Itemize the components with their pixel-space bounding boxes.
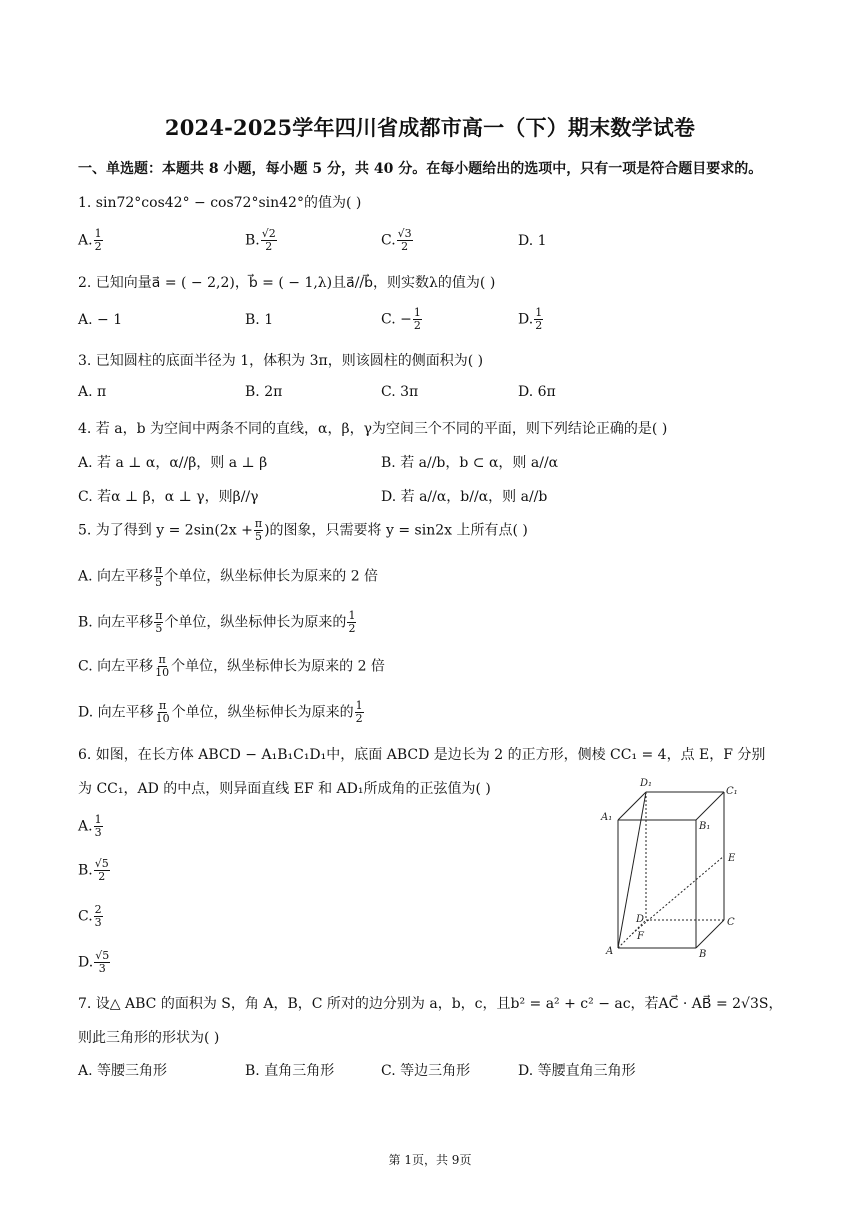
q7-option-d: D. 等腰直角三角形 bbox=[518, 1063, 636, 1079]
q4-option-c: C. 若α ⊥ β，α ⊥ γ，则β//γ bbox=[78, 489, 259, 505]
q6-option-b: B. $\frac{√5}{2}$ bbox=[78, 857, 109, 883]
label-d: D bbox=[636, 914, 645, 925]
page-title: 2024-2025学年四川省成都市高一（下）期末数学试卷 bbox=[164, 115, 696, 140]
label-c: C bbox=[727, 917, 735, 928]
label-a1: A₁ bbox=[601, 812, 613, 823]
q2-option-c: C. − $\frac{1}{2}$ bbox=[381, 306, 421, 332]
q4-option-d: D. 若 a//α，b//α，则 a//b bbox=[381, 489, 548, 505]
question-5-stem: 5. 为了得到 y = 2sin(2x + $\frac{\pi}{5}$ )的图象，只需要将 y = sin2x 上所有点( ) bbox=[78, 517, 528, 543]
question-4-stem: 4. 若 a，b 为空间中两条不同的直线，α，β，γ为空间三个不同的平面，则下列结论正确的是( ) bbox=[78, 421, 668, 437]
q1-option-a: A. $\frac{1}{2}$ bbox=[78, 227, 102, 253]
q7-option-b: B. 直角三角形 bbox=[245, 1063, 335, 1079]
q7-option-c: C. 等边三角形 bbox=[381, 1063, 471, 1079]
label-b1: B₁ bbox=[699, 821, 711, 832]
question-1-stem: 1. sin72°cos42° − cos72°sin42°的值为( ) bbox=[78, 195, 362, 211]
prism-figure bbox=[598, 772, 748, 962]
question-2-stem: 2. 已知向量a⃗ = ( − 2,2)，b⃗ = ( − 1,λ)且a⃗//b⃗，则实数λ的值为( ) bbox=[78, 275, 496, 291]
question-7-stem-line2: 则此三角形的形状为( ) bbox=[78, 1030, 220, 1046]
q5-option-c: C. 向左平移 $\frac{\pi}{10}$ 个单位，纵坐标伸长为原来的 2 倍 bbox=[78, 653, 385, 679]
q6-option-a: A. $\frac{1}{3}$ bbox=[78, 813, 102, 839]
q5-option-a: A. 向左平移 $\frac{\pi}{5}$ 个单位，纵坐标伸长为原来的 2 倍 bbox=[78, 563, 379, 589]
label-d1: D₁ bbox=[640, 778, 653, 789]
question-6-stem-line1: 6. 如图，在长方体 ABCD − A₁B₁C₁D₁中，底面 ABCD 是边长为 2 的正方形，侧棱 CC₁ = 4，点 E，F 分别 bbox=[78, 747, 766, 763]
q1-option-d: D. 1 bbox=[518, 233, 547, 249]
page-footer: 第 1页，共 9页 bbox=[388, 1153, 472, 1167]
q3-option-a: A. π bbox=[78, 384, 107, 400]
section-heading: 一、单选题：本题共 8 小题，每小题 5 分，共 40 分。在每小题给出的选项中，只有一项是符合题目要求的。 bbox=[78, 161, 763, 177]
q3-option-c: C. 3π bbox=[381, 384, 419, 400]
label-c1: C₁ bbox=[726, 786, 738, 797]
edge-bc bbox=[696, 920, 724, 948]
q6-option-d: D. $\frac{√5}{3}$ bbox=[78, 949, 110, 975]
q4-option-a: A. 若 a ⊥ α，α//β，则 a ⊥ β bbox=[78, 455, 268, 471]
label-e: E bbox=[728, 853, 736, 864]
q5-option-d: D. 向左平移 $\frac{\pi}{10}$ 个单位，纵坐标伸长为原来的 $\frac{1}{2}$ bbox=[78, 699, 363, 725]
q2-option-d: D. $\frac{1}{2}$ bbox=[518, 306, 543, 332]
q1-option-c: C. $\frac{√3}{2}$ bbox=[381, 227, 412, 253]
q4-option-b: B. 若 a//b，b ⊂ α，则 a//α bbox=[381, 455, 559, 471]
q7-option-a: A. 等腰三角形 bbox=[78, 1063, 168, 1079]
question-7-stem-line1: 7. 设△ ABC 的面积为 S，角 A，B，C 所对的边分别为 a，b，c，且b² = a² + c² − ac，若AC⃗ · AB⃗ = 2√3S， bbox=[78, 996, 783, 1012]
segment-ef bbox=[632, 856, 724, 934]
q2-option-b: B. 1 bbox=[245, 312, 274, 328]
q2-option-a: A. − 1 bbox=[78, 312, 123, 328]
question-6-stem-line2: 为 CC₁，AD 的中点，则异面直线 EF 和 AD₁所成角的正弦值为( ) bbox=[78, 781, 491, 797]
question-3-stem: 3. 已知圆柱的底面半径为 1，体积为 3π，则该圆柱的侧面积为( ) bbox=[78, 353, 484, 369]
q3-option-d: D. 6π bbox=[518, 384, 556, 400]
q1-option-b: B. $\frac{√2}{2}$ bbox=[245, 227, 276, 253]
label-a: A bbox=[606, 946, 614, 957]
q3-option-b: B. 2π bbox=[245, 384, 283, 400]
q6-option-c: C. $\frac{2}{3}$ bbox=[78, 903, 102, 929]
q5-option-b: B. 向左平移 $\frac{\pi}{5}$ 个单位，纵坐标伸长为原来的 $\frac{1}{2}$ bbox=[78, 609, 356, 635]
label-b: B bbox=[699, 949, 707, 960]
label-f: F bbox=[637, 931, 644, 942]
edge-b1c1 bbox=[696, 792, 724, 820]
